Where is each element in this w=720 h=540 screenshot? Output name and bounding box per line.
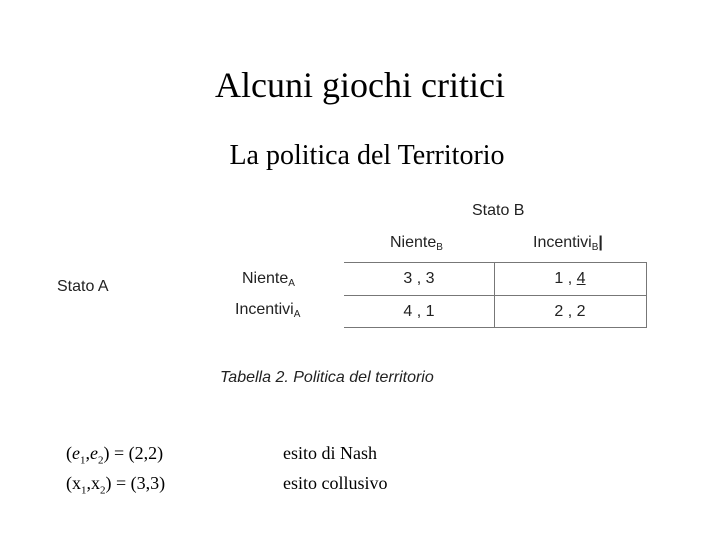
- column-header-niente-b: Niente$_B$: [390, 234, 443, 253]
- player-a-label: Stato A: [57, 278, 109, 295]
- payoff-cell-niente-niente: 3 , 3: [403, 270, 435, 287]
- slide-subtitle: La politica del Territorio: [229, 140, 505, 171]
- row-header-niente-a: Niente$_A$: [242, 270, 295, 289]
- slide-title: Alcuni giochi critici: [215, 65, 505, 105]
- column-header-incentivi-b: Incentivi$_B$|: [533, 234, 603, 253]
- payoff-matrix: [344, 262, 647, 328]
- collusive-outcome-label: esito collusivo: [283, 473, 388, 493]
- payoff-cell-niente-incentivi: 1 , 4: [554, 270, 586, 287]
- payoff-cell-incentivi-niente: 4 , 1: [403, 303, 435, 320]
- nash-equilibrium-label: esito di Nash: [283, 443, 377, 463]
- row-header-incentivi-a: Incentivi$_A$: [235, 301, 301, 320]
- payoff-cell-incentivi-incentivi: 2 , 2: [554, 303, 586, 320]
- collusive-outcome-formula: $(x_1,x_2) = (3,3)$: [66, 473, 166, 497]
- table-caption: Tabella 2. Politica del territorio: [220, 369, 434, 386]
- player-b-label: Stato B: [472, 202, 525, 219]
- nash-equilibrium-formula: $(e_1,e_2) = (2,2)$: [66, 443, 164, 467]
